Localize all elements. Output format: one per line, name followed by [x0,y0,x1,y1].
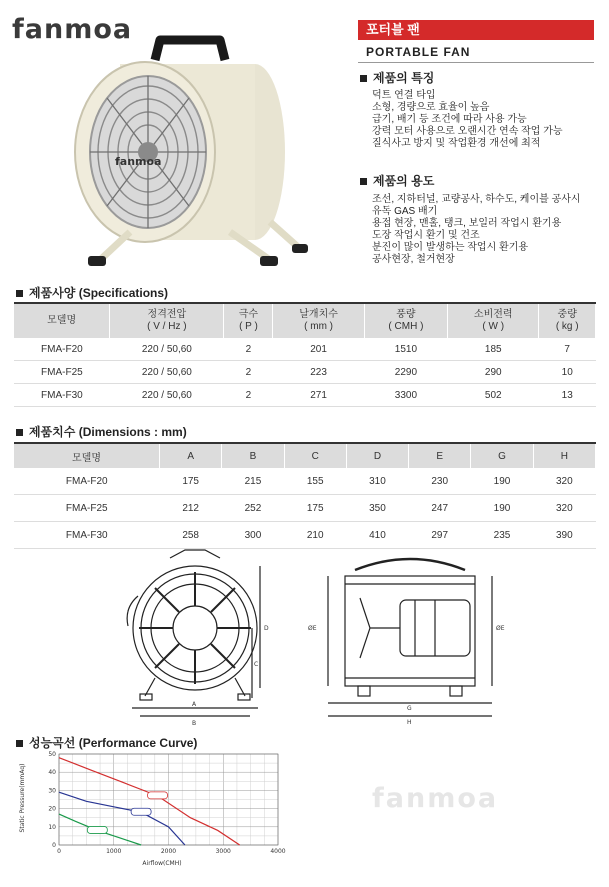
features-heading: 제품의 특징 [360,69,434,86]
x-axis-label: Airflow(CMH) [142,860,182,867]
dim-label: C [254,661,259,668]
list-item: 급기, 배기 등 조건에 따라 사용 가능 [372,114,527,125]
column-header: 극수 ( P ) [224,304,273,338]
column-header: 정격전압 ( V / Hz ) [110,304,224,338]
features-list [372,90,563,150]
title-divider [358,62,594,63]
column-header: G [471,444,533,468]
list-item: 공사현장, 철거현장 [372,254,455,265]
dim-label: H [407,719,412,726]
column-header: B [222,444,284,468]
y-tick-label: 20 [48,805,56,813]
dim-label: A [192,701,197,708]
product-image [60,32,330,282]
table-header-row [14,304,596,338]
table-row: FMA-F30 258 300 210 410 297 235 390 [14,522,596,549]
specs-heading: 제품사양 (Specifications) [16,284,168,301]
bullet-square-icon [16,290,23,297]
y-tick-label: 30 [48,787,56,795]
list-item: 도장 작업시 환기 및 건조 [372,230,480,241]
list-item: 소형, 경량으로 효율이 높음 [372,102,490,113]
column-header: D [346,444,408,468]
series-line-f25 [59,792,185,845]
list-item: 덕트 연결 타입 [372,90,436,101]
list-item: 분진이 많이 발생하는 작업시 환기용 [372,242,529,253]
column-header: 중량 ( kg ) [539,304,596,338]
table-header-row [14,444,596,468]
list-item: 질식사고 방지 및 작업환경 개선에 최적 [372,138,541,149]
dim-label: B [192,720,197,727]
table-row: FMA-F25 220 / 50,60 2 223 2290 290 10 [14,361,596,384]
y-tick-label: 50 [48,751,56,758]
dim-label: G [407,705,412,712]
bullet-square-icon [16,740,23,747]
column-header: C [284,444,346,468]
list-item: 용접 현장, 맨홀, 탱크, 보일러 작업시 환기용 [372,218,562,229]
bullet-square-icon [360,75,367,82]
series-tag-f25 [131,808,151,815]
list-item: 조선, 지하터널, 교량공사, 하수도, 케이블 공사시 [372,194,581,205]
uses-list [372,194,581,266]
series-tag-f20 [87,826,107,833]
front-view-drawing [110,548,280,728]
chart-series [59,758,240,845]
product-title: 포터블 팬 [358,20,594,40]
series-tag-f30 [148,792,168,799]
y-tick-label: 40 [48,769,56,777]
x-tick-label: 3000 [215,848,231,855]
table-row: FMA-F30 220 / 50,60 2 271 3300 502 13 [14,384,596,407]
x-tick-label: 0 [57,848,61,855]
list-item: 강력 모터 사용으로 오랜시간 연속 작업 가능 [372,126,563,137]
y-axis-label: Static Pressure(mmAq) [19,763,26,833]
brand-logo: fanmoa [12,14,133,45]
brand-watermark: fanmoa [372,783,499,814]
specs-table [14,304,596,407]
dim-label: ØE [496,625,505,632]
table-row: FMA-F25 212 252 175 350 247 190 320 [14,495,596,522]
performance-chart [14,748,304,874]
column-header: 날개치수 ( mm ) [273,304,364,338]
side-view-drawing [300,548,510,728]
x-tick-label: 4000 [270,848,286,855]
chart-ticks [48,751,285,855]
x-tick-label: 1000 [106,848,122,855]
table-row: FMA-F20 220 / 50,60 2 201 1510 185 7 [14,338,596,361]
dims-heading: 제품치수 (Dimensions : mm) [16,423,187,440]
y-tick-label: 0 [52,842,56,849]
list-item: 유독 GAS 배기 [372,206,438,217]
dim-label: D [264,625,269,632]
chart-heading: 성능곡선 (Performance Curve) [16,734,197,751]
uses-heading: 제품의 용도 [360,172,434,189]
column-header: 모델명 [14,444,160,468]
bullet-square-icon [360,178,367,185]
bullet-square-icon [16,429,23,436]
column-header: E [409,444,471,468]
y-tick-label: 10 [48,823,56,831]
x-tick-label: 2000 [160,848,177,855]
column-header: A [160,444,222,468]
column-header: H [533,444,595,468]
column-header: 모델명 [14,304,110,338]
product-subtitle: PORTABLE FAN [366,45,471,59]
dim-label: ØE [308,625,317,632]
fan-brand-label: fanmoa [115,155,162,168]
dims-table [14,444,596,549]
table-row: FMA-F20 175 215 155 310 230 190 320 [14,468,596,495]
column-header: 풍량 ( CMH ) [364,304,447,338]
column-header: 소비전력 ( W ) [448,304,539,338]
